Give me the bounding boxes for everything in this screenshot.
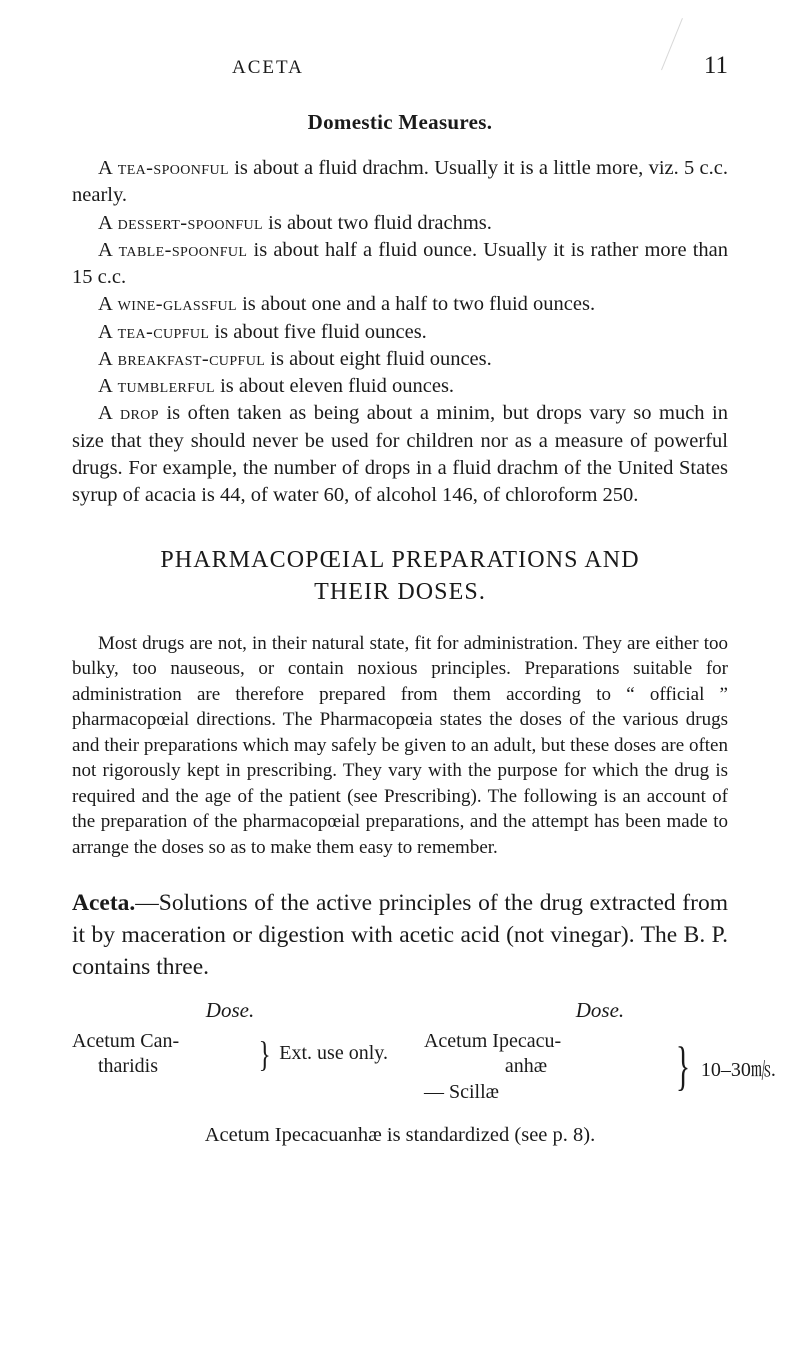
dose-table <box>72 997 776 1106</box>
running-head-title: ACETA <box>232 57 304 78</box>
dose-value-cantharidis: Ext. use only. <box>279 1042 388 1065</box>
paragraph-pharmacopoeial-intro: Most drugs are not, in their natural state, fit for administration. They are either too bulky, too nauseous, or contain noxious principles. Preparations suitable for administration are therefore prepared from them according to “ official ” pharmacopœial directions. The Pharmacopœia states the doses of the various drugs and their preparations which may safely be given to an adult, but these doses are often not rigorously kept in prescribing. They vary with the purpose for which the drug is required and the age of the patient (see Prescribing). The following is an account of the preparation of the pharmacopœial preparations, and the attempt has been made to arrange the doses so as to make them easy to remember. <box>72 632 728 858</box>
dose-row-ipecacuanhae-scillae <box>424 1029 776 1106</box>
dose-column-left <box>72 998 398 1106</box>
entry-aceta <box>72 887 728 984</box>
paragraph-wine-glassful-text: is about one and a half to two fluid ounces. <box>236 293 596 316</box>
dose-label-left: Dose. <box>205 997 255 1022</box>
footnote-standardized: Acetum Ipecacuanhæ is standardized (see p. 8). <box>204 1123 596 1146</box>
term-table-spoonful: A table-spoonful <box>98 238 248 261</box>
term-tea-spoonful: A tea-spoonful <box>98 157 229 179</box>
term-tumblerful: A tumblerful <box>98 375 215 397</box>
paragraph-wine-glassful <box>72 291 728 318</box>
paragraph-tea-cupful <box>72 319 728 346</box>
heading-line-2: THEIR DOSES. <box>314 578 486 605</box>
paragraph-breakfast-cupful-text: is about eight fluid ounces. <box>265 347 492 370</box>
brace-left: } <box>258 1033 271 1074</box>
dose-name-scillae: — Scillæ <box>423 1080 499 1103</box>
section-heading-pharmacopoeial <box>72 545 728 608</box>
term-dessert-spoonful: A dessert-spoonful <box>98 211 264 234</box>
dose-name-cantharidis-line1: Acetum Can- <box>72 1029 180 1052</box>
term-drop: A drop <box>98 402 159 425</box>
paragraph-breakfast-cupful <box>72 346 728 373</box>
paragraph-tumblerful <box>72 373 728 400</box>
dose-name-cantharidis <box>72 1029 254 1079</box>
heading-line-1: PHARMACOPŒIAL PREPARATIONS AND <box>160 547 640 574</box>
running-head <box>72 52 728 80</box>
dose-name-ipecacuanhae <box>424 1029 670 1106</box>
paragraph-drop <box>72 400 728 509</box>
paragraph-dessert-spoonful-text: is about two fluid drachms. <box>263 211 492 234</box>
paragraph-dessert-spoonful <box>72 210 728 237</box>
dose-value-ipecacuanhae: 10–30㎧. <box>700 1058 776 1081</box>
entry-definition: —Solutions of the active principles of the drug extracted from it by maceration or digestion with acetic acid (not vinegar). The B. P. contains three. <box>72 889 728 981</box>
entry-term: Aceta. <box>72 889 136 916</box>
term-breakfast-cupful: A breakfast-cupful <box>98 347 266 370</box>
page-number: 11 <box>703 52 728 79</box>
section-heading-domestic-measures: Domestic Measures. <box>307 110 493 134</box>
paragraph-tumblerful-text: is about eleven fluid ounces. <box>214 375 455 397</box>
dose-name-cantharidis-line2: tharidis <box>98 1054 158 1077</box>
dose-column-right <box>398 998 776 1106</box>
paragraph-tea-spoonful <box>72 155 728 210</box>
paragraph-table-spoonful <box>72 237 728 292</box>
dose-name-ipecacuanhae-line1: Acetum Ipecacu- <box>423 1029 562 1052</box>
dose-label-right: Dose. <box>575 997 625 1022</box>
paragraph-drop-text: is often taken as being about a minim, but drops vary so much in size that they should never be used for children nor as a measure of powerful drugs. For example, the number of drops in a fluid drachm of the United States syrup of acacia is 44, of water 60, of alcohol 146, of chloroform 250. <box>72 402 728 506</box>
dose-name-ipecacuanhae-line2: anhæ <box>504 1055 548 1078</box>
term-wine-glassful: A wine-glassful <box>98 293 237 316</box>
term-tea-cupful: A tea-cupful <box>98 320 210 343</box>
paragraph-table-spoonful-text: is about half a fluid ounce. Usually it is rather more than 15 c.c. <box>72 238 729 288</box>
paragraph-tea-spoonful-text: is about a fluid drachm. Usually it is a little more, viz. 5 c.c. nearly. <box>72 157 728 207</box>
brace-right: } <box>675 1036 691 1097</box>
dose-row-cantharidis <box>72 1029 388 1079</box>
paragraph-tea-cupful-text: is about five fluid ounces. <box>209 320 427 343</box>
